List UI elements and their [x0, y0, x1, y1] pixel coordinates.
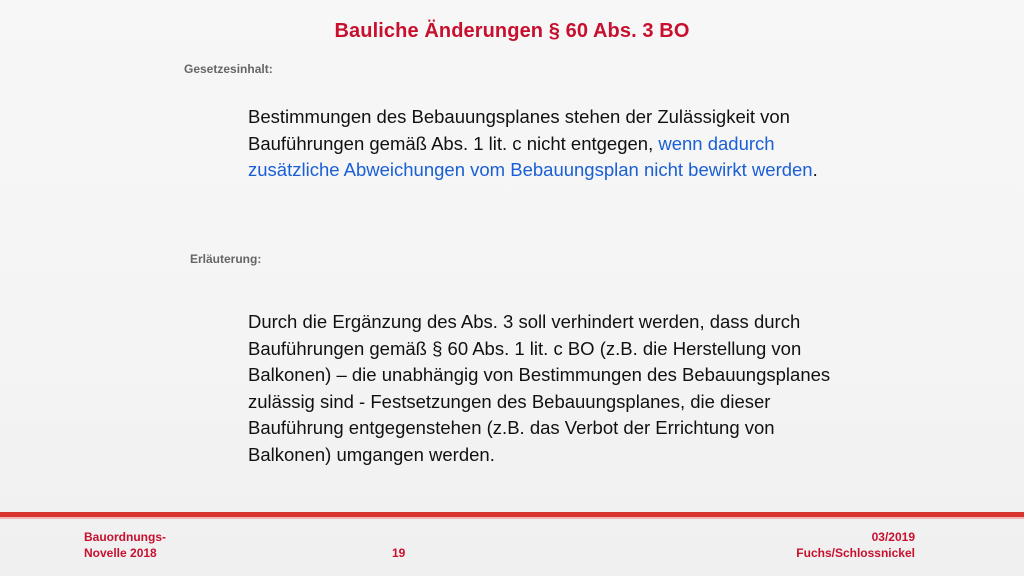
- section-label-law-content: Gesetzesinhalt:: [184, 62, 273, 76]
- footer-left-line2: Novelle 2018: [84, 546, 157, 560]
- footer-right: [770, 529, 915, 561]
- law-content-paragraph: [248, 104, 848, 184]
- section-label-explanation: Erläuterung:: [190, 252, 262, 266]
- footer-divider-shadow: [0, 517, 1024, 519]
- law-content-highlight: wenn dadurch zusätzliche Abweichungen vom Bebauungsplan nicht bewirkt werden: [248, 132, 813, 180]
- footer-date: 03/2019: [871, 530, 915, 544]
- footer-authors: Fuchs/Schlossnickel: [796, 546, 915, 560]
- law-content-text: Bestimmungen des Bebauungsplanes stehen der Zulässigkeit von Bauführungen gemäß Abs. 1 lit. c nicht entgegen,: [248, 106, 790, 154]
- footer-left: [84, 529, 166, 561]
- slide-title: Bauliche Änderungen § 60 Abs. 3 BO: [334, 20, 690, 42]
- page-number: 19: [392, 546, 406, 560]
- explanation-paragraph: Durch die Ergänzung des Abs. 3 soll verhindert werden, dass durch Bauführungen gemäß § 60 Abs. 1 lit. c BO (z.B. die Herstellung von Balkonen) – die unabhängig von Bestimmungen des Bebauungsplanes zulässig sind - Festsetzungen des Bebauungsplanes, die dieser Bauführung entgegenstehen (z.B. das Verbot der Errichtung von Balkonen) umgangen werden.: [248, 311, 831, 465]
- footer-left-line1: Bauordnungs-: [84, 530, 166, 544]
- law-content-period: .: [812, 159, 818, 180]
